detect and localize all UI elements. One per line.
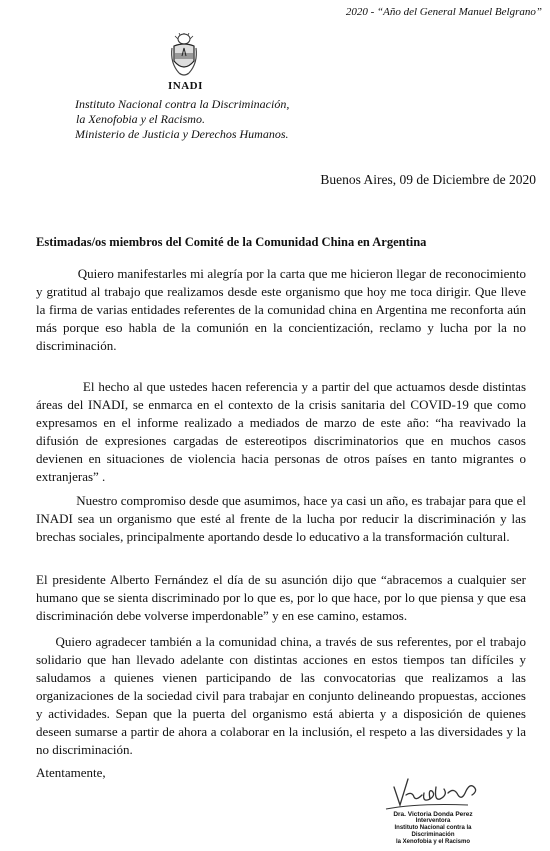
signer-institution: Instituto Nacional contra la Discriminación: [394, 825, 472, 838]
signer-name: Dra. Victoria Donda Perez: [393, 811, 473, 818]
letter-paragraph: Quiero agradecer también a la comunidad china, a través de sus referentes, por el trabajo solidario que han llevado adelante con distintas acciones en estos tiempos tan difíciles y saludamos a quienes vienen participando de las convocatorias que realizamos a las organizaciones de la sociedad civil para trabajar en conjunto delineando propuestas, acciones y actividades. Sepan que la puerta del organismo está abierta y a disposición de quienes deseen sumarse a partir de ahora a colaborar en la inclusión, el respeto a las diversidades y la no discriminación.: [36, 634, 526, 757]
org-line: Ministerio de Justicia y Derechos Humanos.: [75, 127, 289, 141]
letter-closing: Atentamente,: [36, 765, 106, 780]
letter-paragraph: Quiero manifestarles mi alegría por la carta que me hicieron llegar de reconocimiento y gratitud al trabajo que realizamos desde este organismo que hoy me toca dirigir. Que lleve la firma de varias entidades referentes de la comunidad china en Argentina me reconforta aún más porque eso habla de la comunión en la concientización, reclamo y lucha por la no discriminación.: [36, 266, 526, 353]
org-line: la Xenofobia y el Racismo.: [76, 112, 205, 126]
signer-role: Interventora: [415, 818, 451, 824]
signer-institution: la Xenofobia y el Racismo: [395, 839, 471, 845]
letter-paragraph: El hecho al que ustedes hacen referencia y a partir del que actuamos desde distintas áreas del INADI, se enmarca en el contexto de la crisis sanitaria del COVID-19 que como expresamos en el informe realizado a mediados de marzo de este año: “ha reavivado la difusión de expresiones cargadas de estereotipos discriminatorios que en muchos casos devienen en situaciones de violencia hacia personas de otros países en tanto migrantes o extranjeras” .: [36, 379, 526, 484]
org-acronym: INADI: [168, 80, 203, 92]
letter-paragraph: Nuestro compromiso desde que asumimos, hace ya casi un año, es trabajar para que el INADI sea un organismo que esté al frente de la lucha por reducir la discriminación y las brechas sociales, principalmente aportando desde lo educativo a la transformación cultural.: [36, 493, 526, 544]
letter-paragraph: El presidente Alberto Fernández el día de su asunción dijo que “abracemos a cualquier ser humano que se sienta discriminado por lo que es, por lo que hace, por lo que piensa y que esa discriminación debe volverse imperdonable” y en ese camino, estamos.: [36, 572, 526, 623]
coat-of-arms-icon: [169, 33, 199, 79]
header-motto: 2020 - “Año del General Manuel Belgrano”: [345, 6, 542, 18]
org-description: [75, 97, 289, 142]
letter-date: Buenos Aires, 09 de Diciembre de 2020: [320, 172, 536, 187]
signature-block: [391, 811, 475, 846]
handwritten-signature: [378, 765, 488, 815]
letter-salutation: Estimadas/os miembros del Comité de la Comunidad China en Argentina: [36, 235, 427, 249]
org-line: Instituto Nacional contra la Discriminación,: [75, 97, 290, 111]
